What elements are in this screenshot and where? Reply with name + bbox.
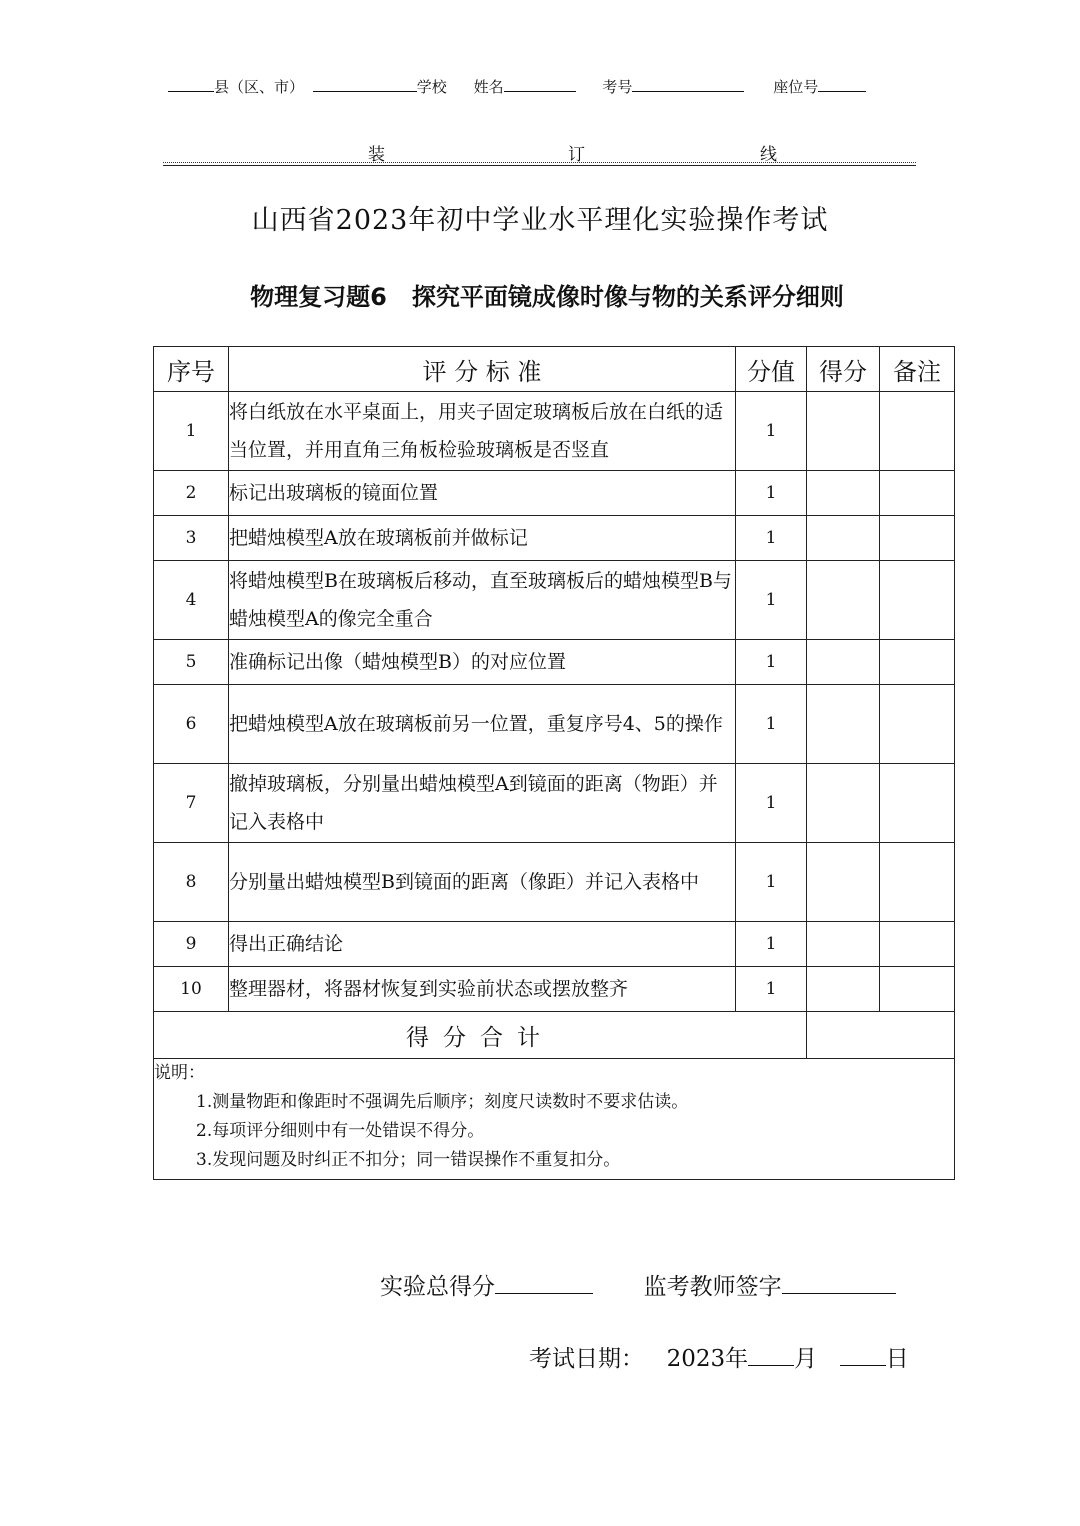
table-row [154, 685, 955, 764]
date-year: 2023年 [666, 1346, 749, 1372]
row-index: 4 [154, 561, 229, 640]
table-row [154, 843, 955, 922]
table-row [154, 922, 955, 967]
seat-number-blank[interactable] [818, 77, 866, 92]
table-row [154, 471, 955, 516]
row-criteria: 分别量出蜡烛模型B到镜面的距离（像距）并记入表格中 [229, 843, 736, 922]
notes-item: 3.发现问题及时纠正不扣分；同一错误操作不重复扣分。 [196, 1150, 621, 1170]
row-index: 6 [154, 685, 229, 764]
row-points: 1 [736, 922, 807, 967]
table-row [154, 392, 955, 471]
proctor-signature-label: 监考教师签字 [643, 1274, 782, 1300]
total-row [154, 1012, 955, 1059]
row-score-cell[interactable] [807, 561, 880, 640]
date-day: 日 [885, 1346, 909, 1372]
seat-number-label: 座位号 [773, 78, 819, 96]
row-remark-cell[interactable] [880, 561, 955, 640]
row-criteria: 准确标记出像（蜡烛模型B）的对应位置 [229, 640, 736, 685]
notes-item: 1.测量物距和像距时不强调先后顺序；刻度尺读数时不要求估读。 [196, 1092, 689, 1112]
row-remark-cell[interactable] [880, 967, 955, 1012]
exam-number-label: 考号 [602, 78, 633, 96]
total-score-blank[interactable] [495, 1273, 593, 1294]
row-remark-cell[interactable] [880, 843, 955, 922]
name-blank[interactable] [504, 77, 576, 92]
binding-line [163, 140, 916, 163]
row-remark-cell[interactable] [880, 471, 955, 516]
notes-cell [154, 1059, 955, 1180]
row-score-cell[interactable] [807, 922, 880, 967]
row-score-cell[interactable] [807, 685, 880, 764]
row-index: 8 [154, 843, 229, 922]
row-score-cell[interactable] [807, 516, 880, 561]
row-points: 1 [736, 843, 807, 922]
row-criteria: 把蜡烛模型A放在玻璃板前另一位置，重复序号4、5的操作 [229, 685, 736, 764]
row-points: 1 [736, 967, 807, 1012]
page-subtitle: 物理复习题6 探究平面镜成像时像与物的关系评分细则 [250, 283, 844, 311]
header-index: 序号 [154, 347, 229, 392]
row-remark-cell[interactable] [880, 640, 955, 685]
notes-row [154, 1059, 955, 1180]
notes-item: 2.每项评分细则中有一处错误不得分。 [196, 1121, 485, 1141]
scoring-table [153, 346, 955, 1180]
notes-heading: 说明： [154, 1063, 205, 1083]
row-index: 2 [154, 471, 229, 516]
row-points: 1 [736, 516, 807, 561]
row-remark-cell[interactable] [880, 685, 955, 764]
day-blank[interactable] [840, 1345, 886, 1366]
row-index: 9 [154, 922, 229, 967]
row-criteria: 把蜡烛模型A放在玻璃板前并做标记 [229, 516, 736, 561]
total-score-cell[interactable] [807, 1012, 955, 1059]
binding-char-xian: 线 [760, 145, 777, 165]
row-remark-cell[interactable] [880, 392, 955, 471]
row-points: 1 [736, 561, 807, 640]
exam-number-blank[interactable] [632, 77, 744, 92]
row-score-cell[interactable] [807, 392, 880, 471]
row-index: 7 [154, 764, 229, 843]
table-row [154, 967, 955, 1012]
row-criteria: 整理器材，将器材恢复到实验前状态或摆放整齐 [229, 967, 736, 1012]
row-points: 1 [736, 685, 807, 764]
row-score-cell[interactable] [807, 843, 880, 922]
binding-char-ding: 订 [568, 145, 585, 165]
row-score-cell[interactable] [807, 640, 880, 685]
student-info-line [168, 76, 928, 97]
row-points: 1 [736, 640, 807, 685]
header-score: 得分 [807, 347, 880, 392]
month-blank[interactable] [748, 1345, 794, 1366]
row-index: 1 [154, 392, 229, 471]
total-label: 得分合计 [154, 1012, 807, 1059]
county-blank[interactable] [168, 77, 214, 92]
proctor-signature-blank[interactable] [782, 1273, 896, 1294]
row-criteria: 将蜡烛模型B在玻璃板后移动，直至玻璃板后的蜡烛模型B与蜡烛模型A的像完全重合 [229, 561, 736, 640]
row-remark-cell[interactable] [880, 516, 955, 561]
table-row [154, 516, 955, 561]
school-blank[interactable] [313, 77, 417, 92]
row-index: 10 [154, 967, 229, 1012]
row-score-cell[interactable] [807, 967, 880, 1012]
row-criteria: 标记出玻璃板的镜面位置 [229, 471, 736, 516]
signature-line [380, 1268, 896, 1301]
county-label: 县（区、市） [214, 78, 305, 96]
table-header-row [154, 347, 955, 392]
row-points: 1 [736, 471, 807, 516]
row-index: 3 [154, 516, 229, 561]
row-points: 1 [736, 764, 807, 843]
name-label: 姓名 [473, 78, 504, 96]
row-score-cell[interactable] [807, 471, 880, 516]
row-index: 5 [154, 640, 229, 685]
table-row [154, 764, 955, 843]
row-criteria: 将白纸放在水平桌面上，用夹子固定玻璃板后放在白纸的适当位置，并用直角三角板检验玻璃板是否竖直 [229, 392, 736, 471]
row-criteria: 撤掉玻璃板，分别量出蜡烛模型A到镜面的距离（物距）并记入表格中 [229, 764, 736, 843]
header-points: 分值 [736, 347, 807, 392]
row-remark-cell[interactable] [880, 764, 955, 843]
row-criteria: 得出正确结论 [229, 922, 736, 967]
binding-solid-line [163, 165, 916, 166]
header-remark: 备注 [880, 347, 955, 392]
header-criteria: 评 分 标 准 [229, 347, 736, 392]
row-score-cell[interactable] [807, 764, 880, 843]
date-label: 考试日期： [529, 1346, 644, 1372]
exam-date-line [529, 1340, 909, 1373]
table-row [154, 640, 955, 685]
page-title: 山西省2023年初中学业水平理化实验操作考试 [251, 205, 829, 236]
total-score-label: 实验总得分 [380, 1274, 495, 1300]
binding-char-zhuang: 装 [368, 145, 385, 165]
school-label: 学校 [416, 78, 447, 96]
row-points: 1 [736, 392, 807, 471]
table-row [154, 561, 955, 640]
row-remark-cell[interactable] [880, 922, 955, 967]
date-month: 月 [794, 1346, 818, 1372]
